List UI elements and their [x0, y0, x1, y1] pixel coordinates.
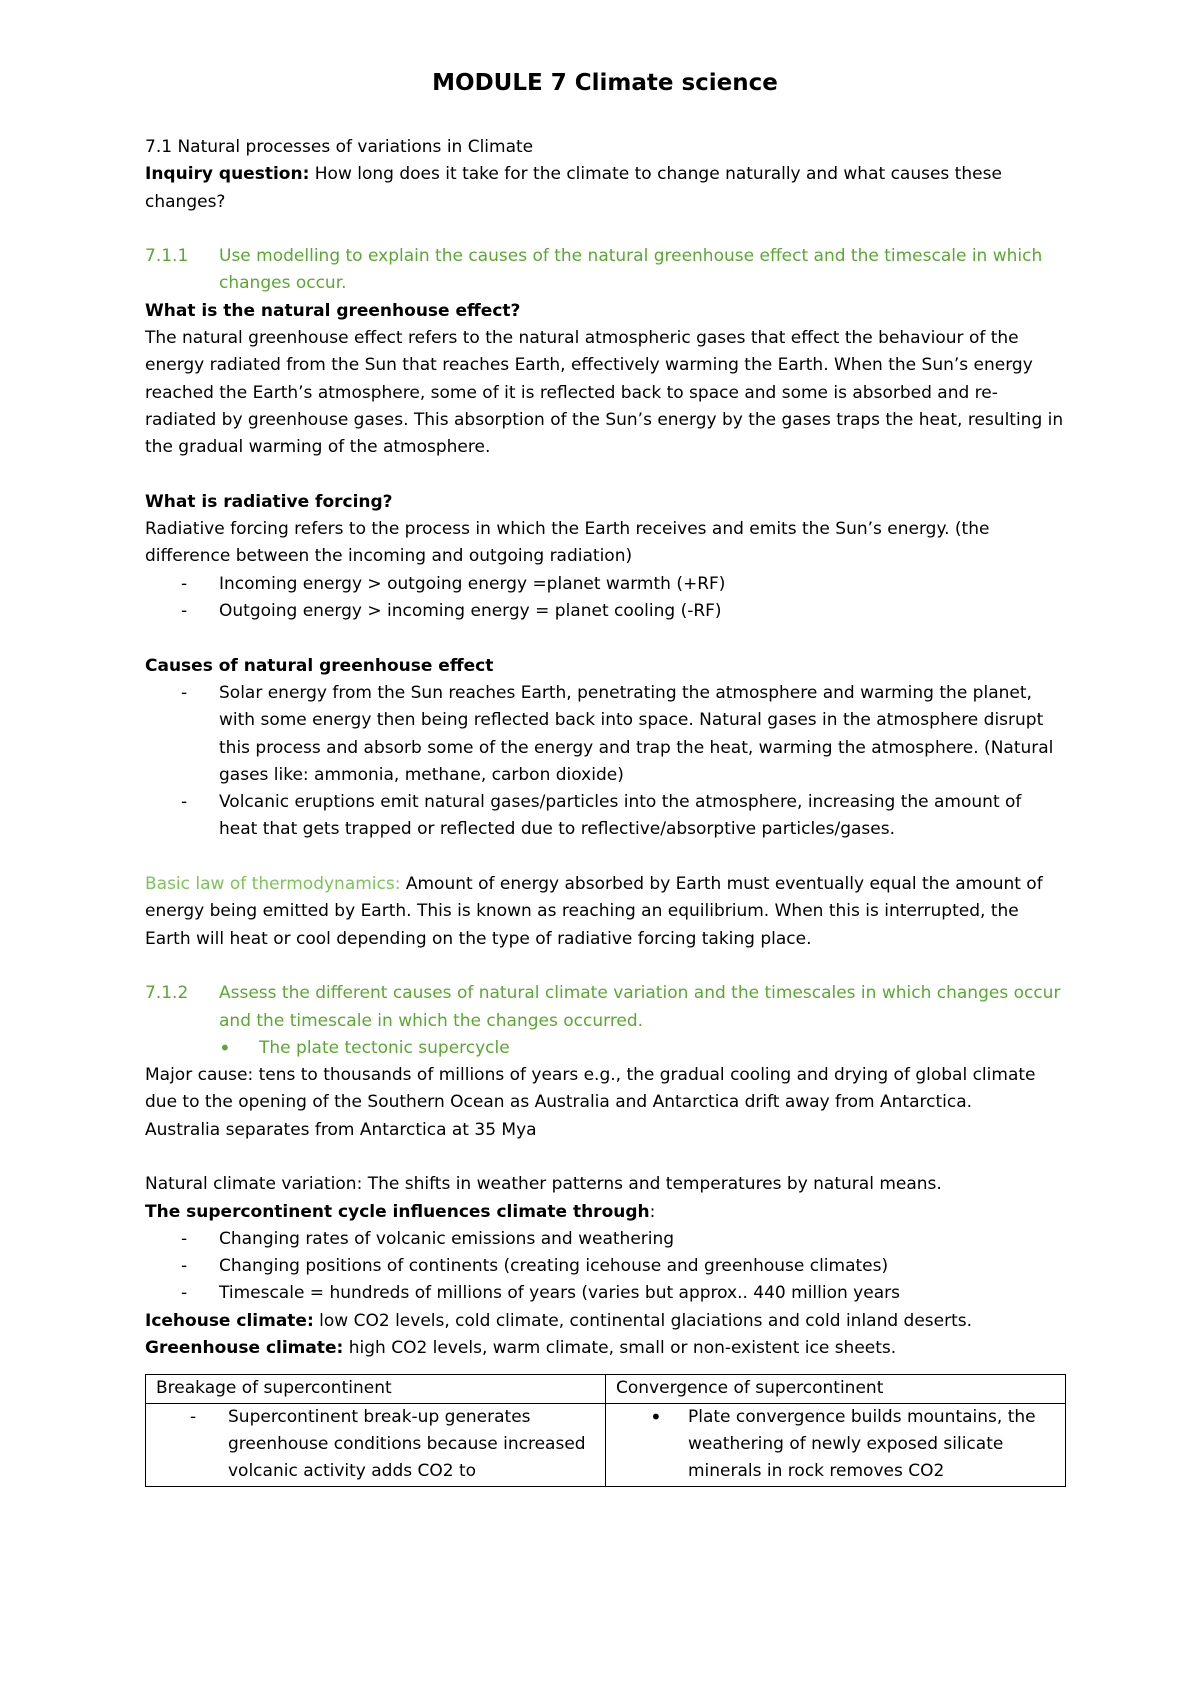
- table-header-cell: Breakage of supercontinent: [146, 1375, 606, 1403]
- list-item: - Changing positions of continents (creating icehouse and greenhouse climates): [145, 1253, 1065, 1280]
- inquiry-text: How long does it take for the climate to change naturally and what causes these changes?: [145, 164, 1002, 212]
- icehouse-climate: [145, 1308, 1065, 1335]
- table-row: [146, 1403, 1066, 1486]
- item-number: 7.1.2: [145, 983, 189, 1004]
- cell-list-item: - Supercontinent break-up generates greenhouse conditions because increased volcanic activity adds CO2 to: [146, 1404, 605, 1486]
- list-item: - Solar energy from the Sun reaches Earth, penetrating the atmosphere and warming the planet, with some energy then being reflected back into space. Natural gases in the atmosphere disrupt this process and absorb some of the energy and trap the heat, warming the atmosphere. (Natural gases like: ammonia, methane, carbon dioxide): [145, 680, 1065, 789]
- item-text: Assess the different causes of natural climate variation and the timescales in which changes occur and the timescale in which the changes occurred.: [219, 983, 1061, 1031]
- major-cause: Major cause: tens to thousands of millions of years e.g., the gradual cooling and drying of global climate due to the opening of the Southern Ocean as Australia and Antarctica drift away from Antarctica.: [145, 1065, 1036, 1113]
- greenhouse-climate-label: Greenhouse climate:: [145, 1338, 344, 1359]
- forcing-heading: What is radiative forcing?: [145, 491, 393, 512]
- thermodynamics-paragraph: [145, 871, 1065, 953]
- table-cell: [606, 1403, 1066, 1486]
- table-cell: [146, 1403, 606, 1486]
- document-page: [145, 60, 1065, 1487]
- syllabus-item-7-1-1: [145, 243, 1065, 298]
- greenhouse-climate-text: high CO2 levels, warm climate, small or non-existent ice sheets.: [343, 1338, 897, 1359]
- syllabus-item-7-1-2: [145, 980, 1065, 1035]
- forcing-body: Radiative forcing refers to the process in which the Earth receives and emits the Sun’s energy. (the difference between the incoming and outgoing radiation): [145, 519, 990, 567]
- list-item: - Volcanic eruptions emit natural gases/particles into the atmosphere, increasing the amount of heat that gets trapped or reflected due to reflective/absorptive particles/gases.: [145, 789, 1065, 844]
- list-item: - Timescale = hundreds of millions of years (varies but approx.. 440 million years: [145, 1280, 1065, 1307]
- causes-list: [145, 680, 1065, 844]
- natural-variation: Natural climate variation: The shifts in weather patterns and temperatures by natural means.: [145, 1174, 942, 1195]
- supercontinent-heading-text: The supercontinent cycle influences climate through: [145, 1201, 650, 1222]
- cell-list-item: • Plate convergence builds mountains, the weathering of newly exposed silicate minerals in rock removes CO2: [606, 1404, 1065, 1486]
- item-text: Use modelling to explain the causes of the natural greenhouse effect and the timescale in which changes occur.: [219, 246, 1043, 294]
- thermodynamics-text: Amount of energy absorbed by Earth must eventually equal the amount of energy being emitted by Earth. This is known as reaching an equilibrium. When this is interrupted, the Earth will heat or cool depending on the type of radiative forcing taking place.: [145, 874, 1043, 949]
- inquiry-question: [145, 161, 1065, 216]
- greenhouse-body: The natural greenhouse effect refers to the natural atmospheric gases that effect the behaviour of the energy radiated from the Sun that reaches Earth, effectively warming the Earth. When the Sun’s energy reached the Earth’s atmosphere, some of it is reflected back to space and some is absorbed and re-radiated by greenhouse gases. This absorption of the Sun’s energy by the gases traps the heat, resulting in the gradual warming of the atmosphere.: [145, 328, 1064, 458]
- icehouse-text: low CO2 levels, cold climate, continental glaciations and cold inland deserts.: [313, 1310, 973, 1331]
- list-item: - Outgoing energy > incoming energy = planet cooling (-RF): [145, 598, 1065, 625]
- list-item: - Incoming energy > outgoing energy =planet warmth (+RF): [145, 571, 1065, 598]
- supercontinent-table: [145, 1374, 1066, 1486]
- forcing-list: [145, 571, 1065, 626]
- thermodynamics-label: Basic law of thermodynamics:: [145, 874, 401, 895]
- icehouse-label: Icehouse climate:: [145, 1310, 314, 1331]
- tectonic-list: [145, 1035, 1065, 1062]
- page-title: MODULE 7 Climate science: [432, 70, 778, 96]
- item-number: 7.1.1: [145, 246, 189, 267]
- supercontinent-list: [145, 1226, 1065, 1308]
- supercontinent-colon: :: [649, 1201, 656, 1222]
- inquiry-label: Inquiry question:: [145, 164, 310, 185]
- section-heading: 7.1 Natural processes of variations in Climate: [145, 137, 534, 157]
- australia-note: Australia separates from Antarctica at 35 Mya: [145, 1119, 537, 1140]
- table-header-cell: Convergence of supercontinent: [606, 1375, 1066, 1403]
- greenhouse-climate: [145, 1335, 1065, 1362]
- list-item: • The plate tectonic supercycle: [145, 1035, 1065, 1062]
- supercontinent-heading: [145, 1199, 1065, 1226]
- greenhouse-heading: What is the natural greenhouse effect?: [145, 300, 521, 321]
- causes-heading: Causes of natural greenhouse effect: [145, 655, 494, 676]
- table-header-row: [146, 1375, 1066, 1403]
- list-item: - Changing rates of volcanic emissions and weathering: [145, 1226, 1065, 1253]
